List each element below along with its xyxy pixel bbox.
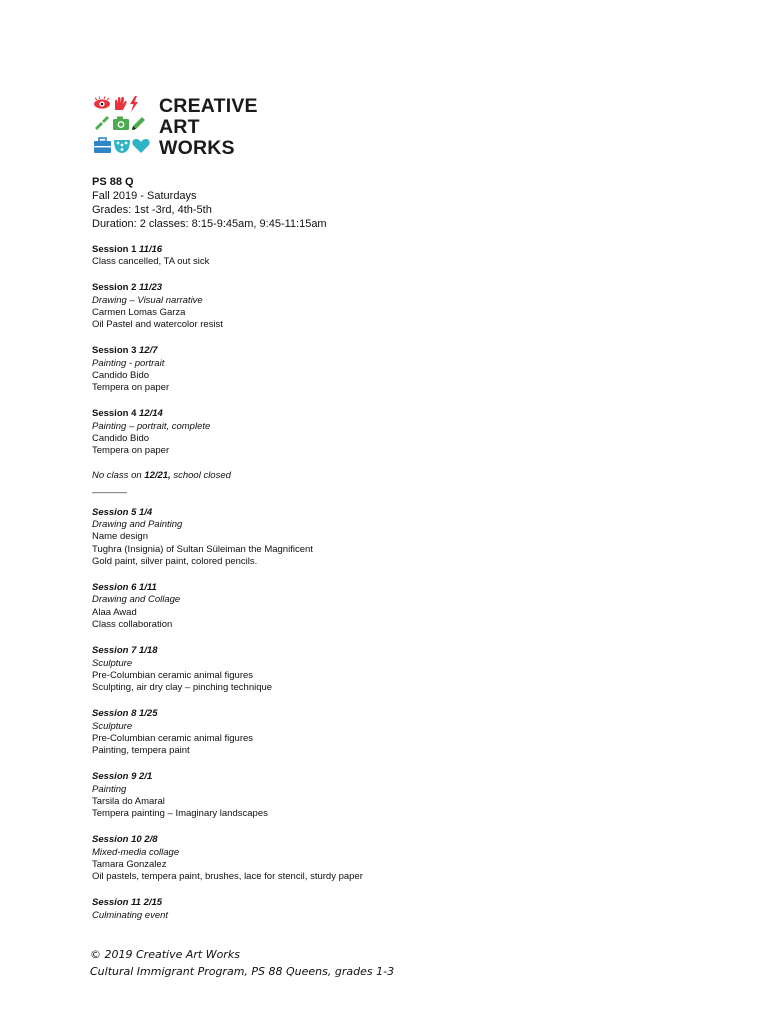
session-date: 1/25 <box>139 708 158 720</box>
session-block <box>92 582 692 632</box>
session-detail: Gold paint, silver paint, colored pencils. <box>92 556 258 568</box>
session-detail: Tempera painting – Imaginary landscapes <box>92 808 268 820</box>
session-detail: Tamara Gonzalez <box>92 858 167 870</box>
duration: Duration: 2 classes: 8:15-9:45am, 9:45-11:15am <box>92 218 327 230</box>
session-detail: Tughra (Insignia) of Sultan Süleiman the Magnificent <box>92 543 313 555</box>
school-name: PS 88 Q <box>92 176 134 188</box>
session-title: Session 8 <box>92 708 137 720</box>
session-block <box>92 771 692 821</box>
session-schedule <box>92 244 692 935</box>
session-date: 11/16 <box>139 244 163 255</box>
session-topic: Drawing and Collage <box>92 594 181 606</box>
hand-icon <box>115 97 127 110</box>
session-block <box>92 408 692 458</box>
session-heading <box>92 771 692 783</box>
session-heading <box>92 345 692 357</box>
program-name: Cultural Immigrant Program, PS 88 Queens, grades 1-3 <box>90 965 395 978</box>
session-detail: Carmen Lomas Garza <box>92 307 186 319</box>
session-detail: Pre-Columbian ceramic animal figures <box>92 669 254 681</box>
session-block <box>92 282 692 332</box>
session-title: Session 6 <box>92 582 137 594</box>
toolbox-icon <box>94 138 111 153</box>
session-title: Session 4 <box>92 408 137 420</box>
term: Fall 2019 - Saturdays <box>92 190 197 202</box>
session-heading <box>92 645 692 657</box>
session-heading <box>92 282 692 294</box>
session-topic: Painting - portrait <box>92 357 165 369</box>
session-detail: Class cancelled, TA out sick <box>92 256 210 268</box>
session-detail: Class collaboration <box>92 619 173 631</box>
session-detail: Tempera on paper <box>92 382 170 394</box>
session-block <box>92 345 692 395</box>
session-date: 2/1 <box>139 771 153 783</box>
notice-after: school closed <box>170 470 231 482</box>
session-topic: Culminating event <box>92 909 169 921</box>
page-footer <box>90 946 690 980</box>
eye-icon <box>94 97 110 109</box>
session-date: 12/7 <box>139 345 158 357</box>
session-topic: Painting <box>92 783 127 795</box>
session-title: Session 3 <box>92 345 137 357</box>
session-title: Session 9 <box>92 771 137 783</box>
session-block <box>92 897 692 922</box>
session-date: 1/18 <box>139 645 158 657</box>
notice-before: No class on <box>92 470 145 482</box>
session-heading <box>92 244 692 256</box>
session-heading <box>92 408 692 420</box>
session-topic: Mixed-media collage <box>92 846 180 858</box>
session-block <box>92 645 692 695</box>
camera-icon <box>113 117 129 131</box>
section-divider: ———— <box>92 486 126 498</box>
session-detail: Tempera on paper <box>92 445 170 457</box>
no-class-notice <box>92 470 692 482</box>
session-topic: Sculpture <box>92 720 133 732</box>
session-heading <box>92 582 692 594</box>
session-detail: Tarsila do Amaral <box>92 795 165 807</box>
session-topic: Sculpture <box>92 657 133 669</box>
session-detail: Pre-Columbian ceramic animal figures <box>92 732 254 744</box>
brush-icon <box>95 116 109 130</box>
session-detail: Name design <box>92 531 148 543</box>
pencil-icon <box>132 117 145 130</box>
session-date: 2/8 <box>144 834 158 846</box>
session-date: 1/11 <box>139 582 157 594</box>
logo-word-creative: CREATIVE <box>159 96 258 117</box>
session-block <box>92 834 692 884</box>
session-detail: Sculpting, air dry clay – pinching technique <box>92 682 273 694</box>
session-detail: Oil Pastel and watercolor resist <box>92 319 223 331</box>
copyright: © 2019 Creative Art Works <box>90 948 240 961</box>
sessions-fall <box>92 244 692 458</box>
program-header <box>92 175 692 231</box>
session-title: Session 2 <box>92 282 137 294</box>
session-date: 11/23 <box>139 282 163 294</box>
session-title: Session 11 <box>92 897 141 909</box>
session-date: 1/4 <box>139 506 153 518</box>
session-topic: Drawing – Visual narrative <box>92 294 203 306</box>
grades: Grades: 1st -3rd, 4th-5th <box>92 204 212 216</box>
session-topic: Drawing and Painting <box>92 519 183 531</box>
session-topic: Painting – portrait, complete <box>92 420 211 432</box>
sessions-winter <box>92 507 692 922</box>
session-detail: Candido Bido <box>92 433 150 445</box>
session-detail: Alaa Awad <box>92 606 137 618</box>
session-detail: Painting, tempera paint <box>92 745 190 757</box>
session-heading <box>92 708 692 720</box>
session-title: Session 10 <box>92 834 142 846</box>
session-title: Session 7 <box>92 645 137 657</box>
session-heading <box>92 897 692 909</box>
session-block <box>92 507 692 569</box>
session-date: 2/15 <box>143 897 163 909</box>
session-date: 12/14 <box>139 408 163 420</box>
logo-graphic <box>93 96 263 156</box>
creative-art-works-logo <box>93 96 263 156</box>
session-detail: Oil pastels, tempera paint, brushes, lace for stencil, sturdy paper <box>92 871 363 883</box>
session-heading <box>92 834 692 846</box>
logo-word-works: WORKS <box>159 137 235 156</box>
session-title: Session 5 <box>92 506 137 518</box>
session-block <box>92 708 692 758</box>
notice-date: 12/21, <box>144 470 171 482</box>
session-heading <box>92 507 692 519</box>
logo-word-art: ART <box>159 116 200 138</box>
palette-icon <box>114 140 130 153</box>
session-detail: Candido Bido <box>92 370 150 382</box>
lightning-icon <box>130 96 138 112</box>
heart-icon <box>132 139 149 153</box>
session-title: Session 1 <box>92 244 137 255</box>
session-block <box>92 244 692 269</box>
